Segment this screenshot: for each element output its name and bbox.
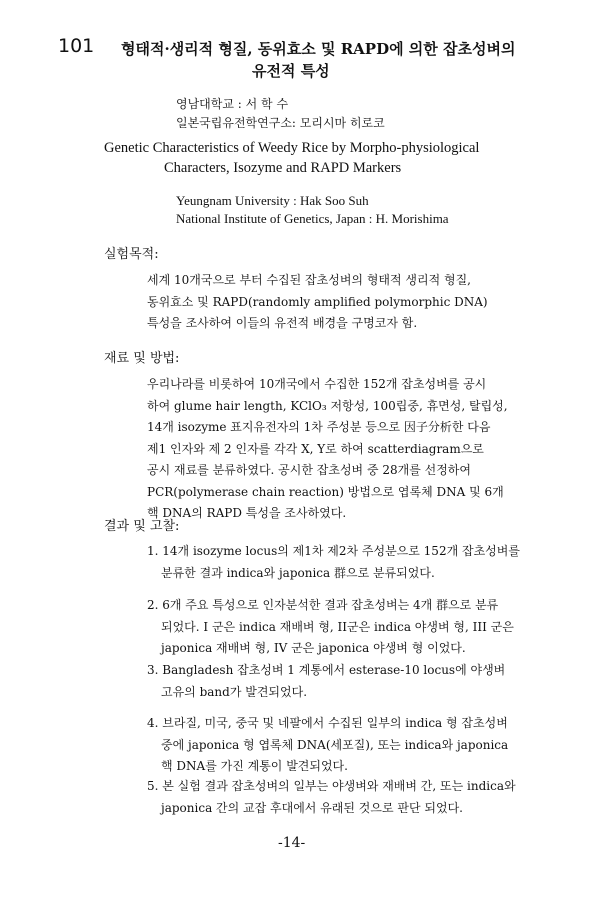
korean-author-line1: 영남대학교 : 서 학 수 (176, 97, 289, 111)
korean-author-line2: 일본국립유전학연구소: 모리시마 히로코 (176, 116, 385, 130)
result-line: japonica 재배벼 형, IV 군은 japonica 야생벼 형 이었다. (161, 641, 466, 655)
result-line: 3. Bangladesh 잡초성벼 1 계통에서 esterase-10 locus에 야생벼 (147, 663, 506, 677)
result-item-5 (147, 776, 516, 819)
result-line: 핵 DNA를 가진 계통이 발견되었다. (161, 759, 348, 773)
english-title-line1: Genetic Characteristics of Weedy Rice by Morpho-physiological (104, 140, 480, 156)
methods-line: 공시 재료를 분류하였다. 공시한 잡초성벼 중 28개를 선정하여 (147, 463, 471, 477)
result-item-2 (147, 595, 514, 660)
result-line: 고유의 band가 발견되었다. (161, 684, 308, 699)
result-line: 4. 브라질, 미국, 중국 및 네팔에서 수집된 일부의 indica 형 잡초성벼 (147, 716, 508, 730)
objective-body (147, 270, 488, 335)
korean-title-line1: 형태적·생리적 형질, 동위효소 및 RAPD에 의한 잡초성벼의 (121, 40, 516, 58)
english-author-line2: National Institute of Genetics, Japan : H. Morishima (176, 211, 449, 226)
objective-line: 특성을 조사하여 이들의 유전적 배경을 구명코자 함. (147, 316, 418, 330)
objective-line: 동위효소 및 RAPD(randomly amplified polymorphic DNA) (147, 294, 488, 309)
result-item-4 (147, 713, 508, 778)
result-line: japonica 간의 교잡 후대에서 유래된 것으로 판단 되었다. (161, 800, 463, 815)
result-line: 5. 본 실험 결과 잡초성벼의 일부는 야생벼와 재배벼 간, 또는 indica와 (147, 779, 516, 793)
result-item-3 (147, 660, 505, 703)
result-line: 1. 14개 isozyme locus의 제1차 제2차 주성분으로 152개 잡초성벼를 (147, 544, 520, 558)
methods-heading: 재료 및 방법: (104, 351, 180, 366)
page-number: -14- (278, 835, 306, 851)
results-heading: 결과 및 고찰: (104, 519, 180, 534)
methods-line: PCR(polymerase chain reaction) 방법으로 엽록체 DNA 및 6개 (147, 484, 504, 499)
abstract-number: 101 (58, 35, 95, 57)
result-line: 분류한 결과 indica와 japonica 群으로 분류되었다. (161, 565, 435, 580)
result-line: 2. 6개 주요 특성으로 인자분석한 결과 잡초성벼는 4개 群으로 분류 (147, 598, 499, 612)
methods-line: 핵 DNA의 RAPD 특성을 조사하였다. (147, 506, 347, 520)
english-title-line2: Characters, Isozyme and RAPD Markers (164, 160, 402, 176)
korean-title-line2: 유전적 특성 (252, 62, 330, 80)
methods-line: 하여 glume hair length, KClO₃ 저항성, 100립중, 휴면성, 탈립성, (147, 398, 508, 413)
objective-heading: 실험목적: (104, 247, 159, 262)
result-item-1 (147, 541, 520, 584)
methods-line: 우리나라를 비롯하여 10개국에서 수집한 152개 잡초성벼를 공시 (147, 377, 487, 391)
methods-body (147, 374, 508, 525)
result-line: 되었다. I 군은 indica 재배벼 형, II군은 indica 야생벼 형, III 군은 (161, 619, 514, 634)
english-author-line1: Yeungnam University : Hak Soo Suh (176, 193, 369, 208)
result-line: 중에 japonica 형 엽록체 DNA(세포질), 또는 indica와 japonica (161, 737, 509, 752)
methods-line: 제1 인자와 제 2 인자를 각각 X, Y로 하여 scatterdiagram으로 (147, 441, 484, 456)
objective-line: 세계 10개국으로 부터 수집된 잡초성벼의 형태적 생리적 형질, (147, 273, 471, 287)
methods-line: 14개 isozyme 표지유전자의 1차 주성분 등으로 因子分析한 다음 (147, 420, 491, 434)
